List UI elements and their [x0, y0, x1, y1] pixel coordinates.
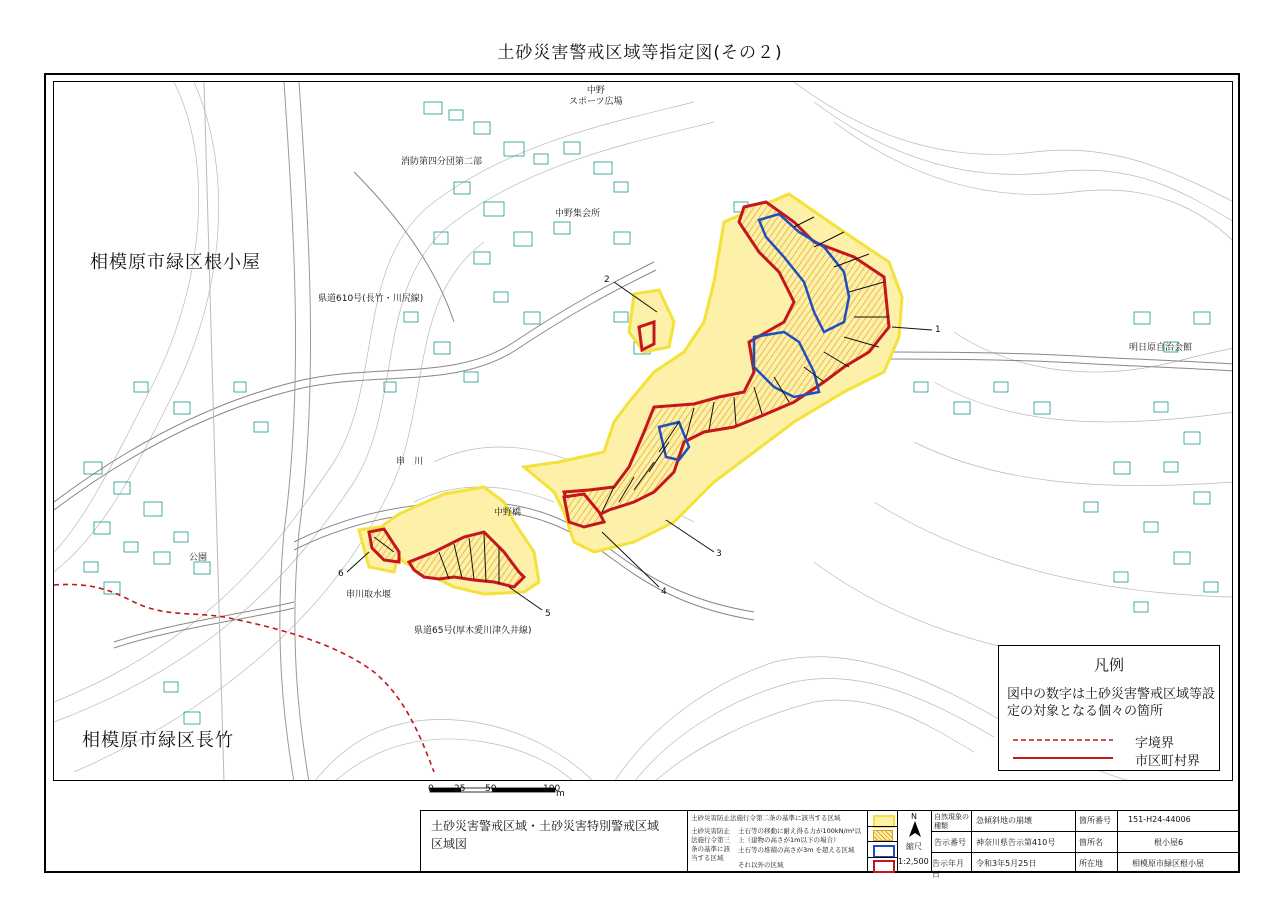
notice-label: 告示番号 — [934, 838, 966, 847]
date-value: 令和3年5月25日 — [976, 859, 1037, 868]
location-label: 所在地 — [1079, 859, 1103, 868]
zone-key-2: 土石等の移動に耐え得る力が100kN/m²以上（建物の高さが1m以下の場合） — [738, 827, 862, 844]
doc-title-2: 区域図 — [431, 837, 468, 851]
north-arrow-icon — [907, 821, 923, 839]
zone-key-3: 土石等の堆積の高さが3m を超える区域 — [738, 846, 855, 854]
scale-caption: 縮尺 — [906, 842, 922, 851]
place-kendo610: 県道610号(長竹・川尻線) — [318, 294, 424, 304]
info-labels-1 — [932, 811, 972, 879]
site-number-1[interactable]: 1 — [935, 325, 941, 335]
north-label: N — [911, 812, 917, 821]
swatch-hatched — [873, 830, 893, 841]
notice-value: 神奈川県告示第410号 — [976, 838, 1056, 847]
site-number-2[interactable]: 2 — [604, 275, 610, 285]
place-kushikawa: 串 川 — [396, 457, 424, 467]
site-number-6[interactable]: 6 — [338, 569, 344, 579]
info-values-2 — [1118, 811, 1240, 873]
site-no-value: 151-H24-44006 — [1128, 815, 1191, 824]
area-label-nekoya: 相模原市緑区根小屋 — [90, 252, 261, 273]
north-scale-cell — [898, 811, 932, 873]
scale-tick-0: 0 — [428, 784, 434, 794]
legend-description: 図中の数字は土砂災害警戒区域等設定の対象となる個々の箇所 — [1007, 687, 1216, 719]
info-values-1 — [972, 811, 1076, 873]
page-title: 土砂災害警戒区域等指定図(その２) — [497, 43, 783, 63]
swatch-divider-3 — [868, 857, 898, 858]
site-number-4[interactable]: 4 — [661, 587, 667, 597]
zone-key-1: 土砂災害防止法施行令第二条の基準に該当する区域 — [691, 814, 841, 822]
info-labels-2 — [1076, 811, 1118, 873]
legend-box — [998, 645, 1220, 771]
zone-swatches — [868, 811, 898, 873]
row-divider-2 — [932, 852, 1240, 853]
scale-bar — [425, 785, 625, 805]
row-divider-1 — [932, 831, 1240, 832]
scale-unit: m — [556, 789, 565, 799]
site-number-5[interactable]: 5 — [545, 609, 551, 619]
swatch-divider-2 — [868, 841, 898, 842]
place-kushikawa-shusui: 串川取水堰 — [346, 590, 392, 600]
place-nakano-shukaisho: 中野集会所 — [555, 209, 601, 219]
place-nakano-sports: 中野 スポーツ広場 — [569, 86, 623, 107]
zone-key-4: それ以外の区域 — [738, 861, 784, 869]
scale-tick-50: 50 — [485, 784, 497, 794]
phenomenon-value: 急傾斜地の崩壊 — [976, 816, 1032, 825]
legend-item-city: 市区町村界 — [1135, 754, 1201, 769]
place-kendo65: 県道65号(厚木愛川津久井線) — [414, 626, 532, 636]
area-label-nagatake: 相模原市緑区長竹 — [82, 730, 234, 751]
doc-title-cell — [420, 811, 688, 873]
place-asahibara: 明日原自治会館 — [1129, 343, 1193, 353]
site-no-label: 箇所番号 — [1079, 816, 1111, 825]
swatch-red — [873, 860, 895, 873]
place-nakanobashi: 中野橋 — [494, 508, 522, 518]
legend-title: 凡例 — [1093, 656, 1124, 674]
title-block — [420, 810, 1240, 879]
site-number-3[interactable]: 3 — [716, 549, 722, 559]
phenomenon-label: 自然現象の種類 — [934, 813, 969, 830]
place-shobo: 消防第四分団第二部 — [401, 157, 483, 167]
date-label: 告示年月日 — [932, 859, 964, 879]
site-name-label: 箇所名 — [1079, 838, 1103, 847]
legend-line-samples — [1013, 736, 1113, 766]
zone-key-cell — [688, 811, 868, 873]
scale-tick-100: 100 — [543, 784, 561, 794]
legend-item-aza: 字境界 — [1135, 736, 1175, 751]
swatch-divider-1 — [868, 826, 898, 827]
location-value: 相模原市緑区根小屋 — [1132, 859, 1204, 868]
scale-value: 1:2,500 — [898, 857, 929, 866]
zone-key-group: 土砂災害防止法施行令第三条の基準に該当する区域 — [691, 827, 730, 862]
site-name-value: 根小屋6 — [1154, 838, 1184, 847]
place-koen: 公園 — [189, 553, 208, 563]
doc-title-1: 土砂災害警戒区域・土砂災害特別警戒区域 — [431, 819, 660, 833]
scale-tick-25: 25 — [454, 784, 466, 794]
